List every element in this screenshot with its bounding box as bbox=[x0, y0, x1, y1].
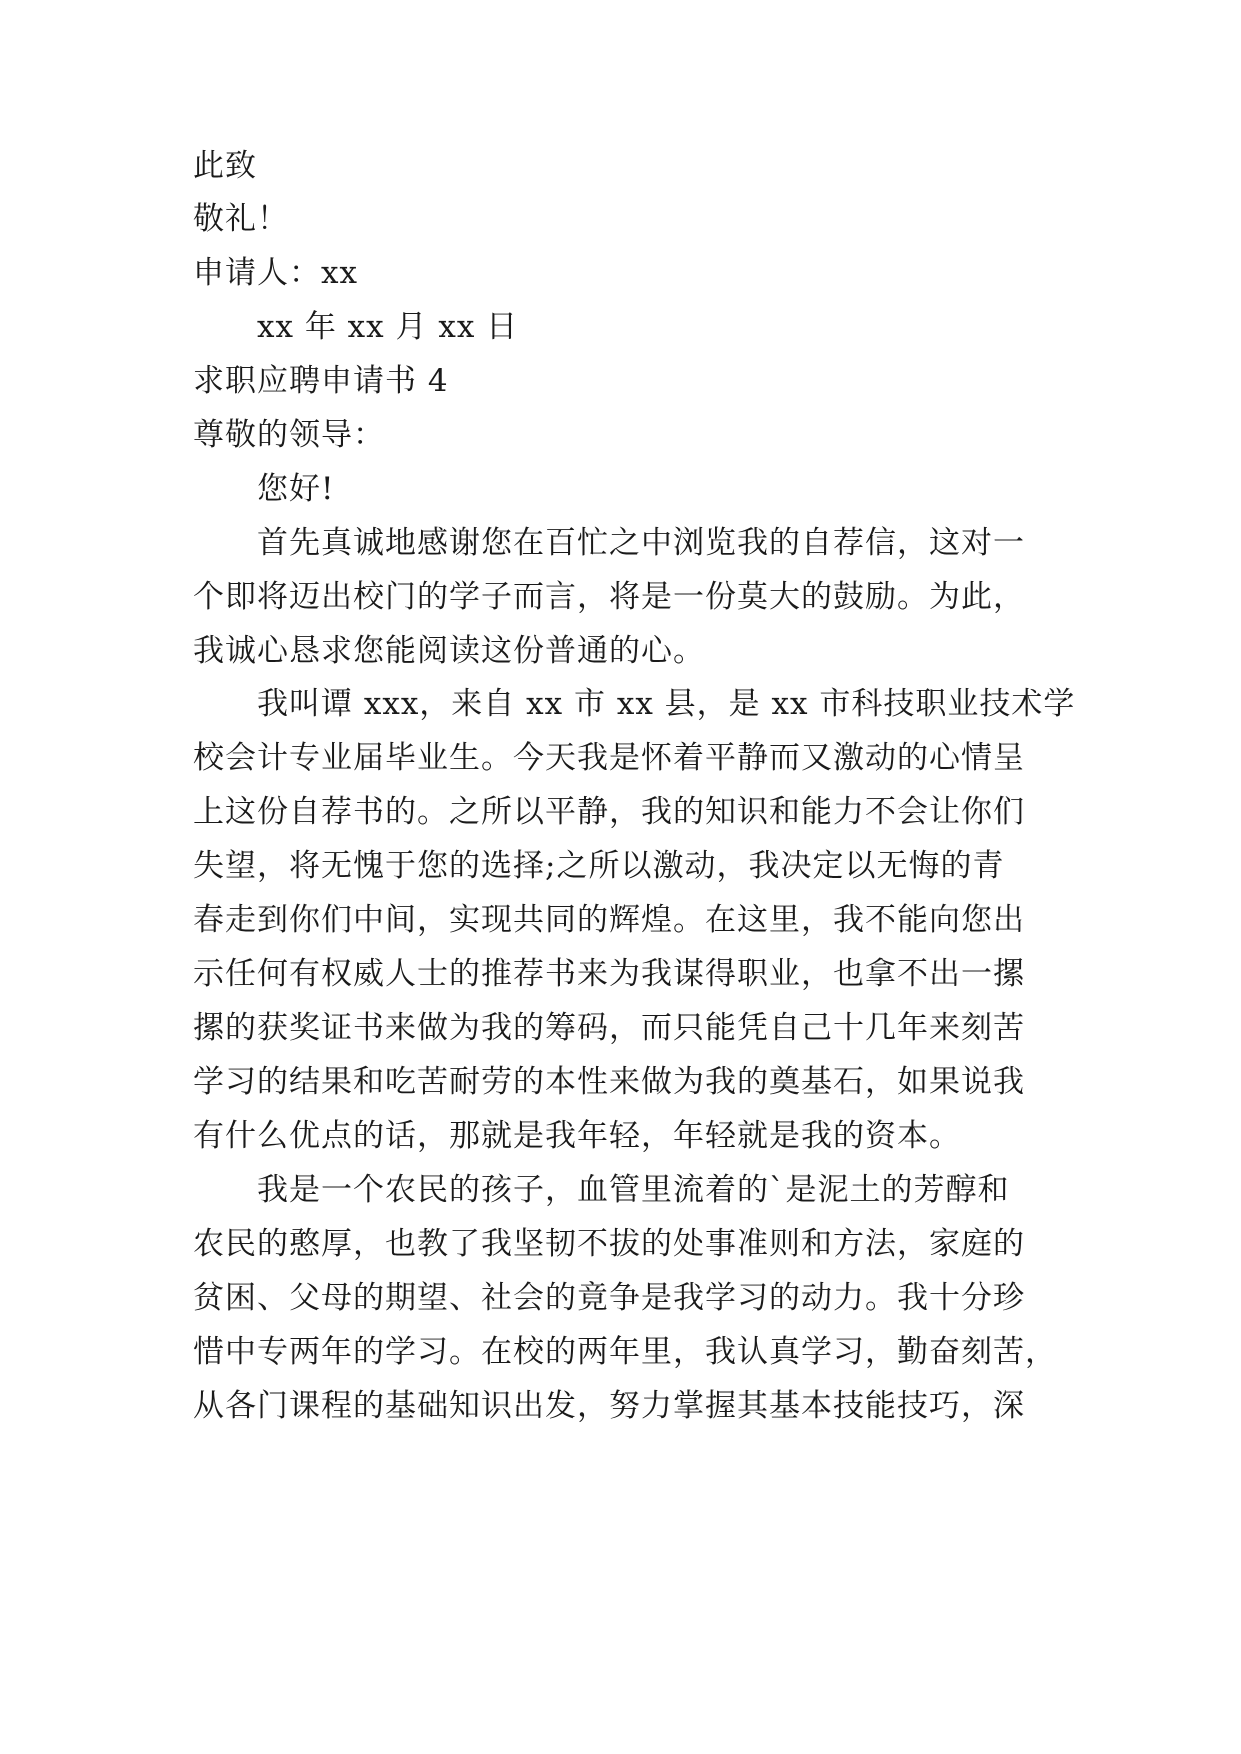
closing-salute-2: 敬礼！ bbox=[193, 201, 289, 237]
body-line: 学习的结果和吃苦耐劳的本性来做为我的奠基石，如果说我 bbox=[193, 1064, 1025, 1100]
body-line: 我诚心恳求您能阅读这份普通的心。 bbox=[193, 633, 705, 669]
body-line: 我叫谭 xxx，来自 xx 市 xx 县，是 xx 市科技职业技术学 bbox=[257, 686, 1076, 722]
body-line: 农民的憨厚，也教了我坚韧不拔的处事准则和方法，家庭的 bbox=[193, 1226, 1025, 1262]
body-line: 失望，将无愧于您的选择;之所以激动，我决定以无悔的青 bbox=[193, 848, 1005, 884]
letter-addressee: 尊敬的领导： bbox=[193, 417, 385, 453]
letter-title: 求职应聘申请书 4 bbox=[193, 363, 449, 399]
body-line: 从各门课程的基础知识出发，努力掌握其基本技能技巧，深 bbox=[193, 1388, 1025, 1424]
body-line: 摞的获奖证书来做为我的筹码，而只能凭自己十几年来刻苦 bbox=[193, 1010, 1025, 1046]
letter-greeting: 您好! bbox=[257, 471, 335, 507]
signature-date: xx 年 xx 月 xx 日 bbox=[257, 309, 519, 345]
body-line: 个即将迈出校门的学子而言，将是一份莫大的鼓励。为此， bbox=[193, 579, 1025, 615]
closing-salute-1: 此致 bbox=[193, 148, 257, 184]
body-line: 春走到你们中间，实现共同的辉煌。在这里，我不能向您出 bbox=[193, 902, 1025, 938]
body-line: 示任何有权威人士的推荐书来为我谋得职业，也拿不出一摞 bbox=[193, 956, 1025, 992]
body-line: 我是一个农民的孩子，血管里流着的`是泥土的芳醇和 bbox=[257, 1172, 1010, 1208]
body-line: 校会计专业届毕业生。今天我是怀着平静而又激动的心情呈 bbox=[193, 740, 1025, 776]
body-line: 首先真诚地感谢您在百忙之中浏览我的自荐信，这对一 bbox=[257, 525, 1025, 561]
applicant-signature: 申请人：xx bbox=[193, 255, 358, 291]
body-line: 上这份自荐书的。之所以平静，我的知识和能力不会让你们 bbox=[193, 794, 1025, 830]
body-line: 有什么优点的话，那就是我年轻，年轻就是我的资本。 bbox=[193, 1118, 961, 1154]
body-line: 贫困、父母的期望、社会的竟争是我学习的动力。我十分珍 bbox=[193, 1280, 1025, 1316]
body-line: 惜中专两年的学习。在校的两年里，我认真学习，勤奋刻苦， bbox=[193, 1334, 1057, 1370]
